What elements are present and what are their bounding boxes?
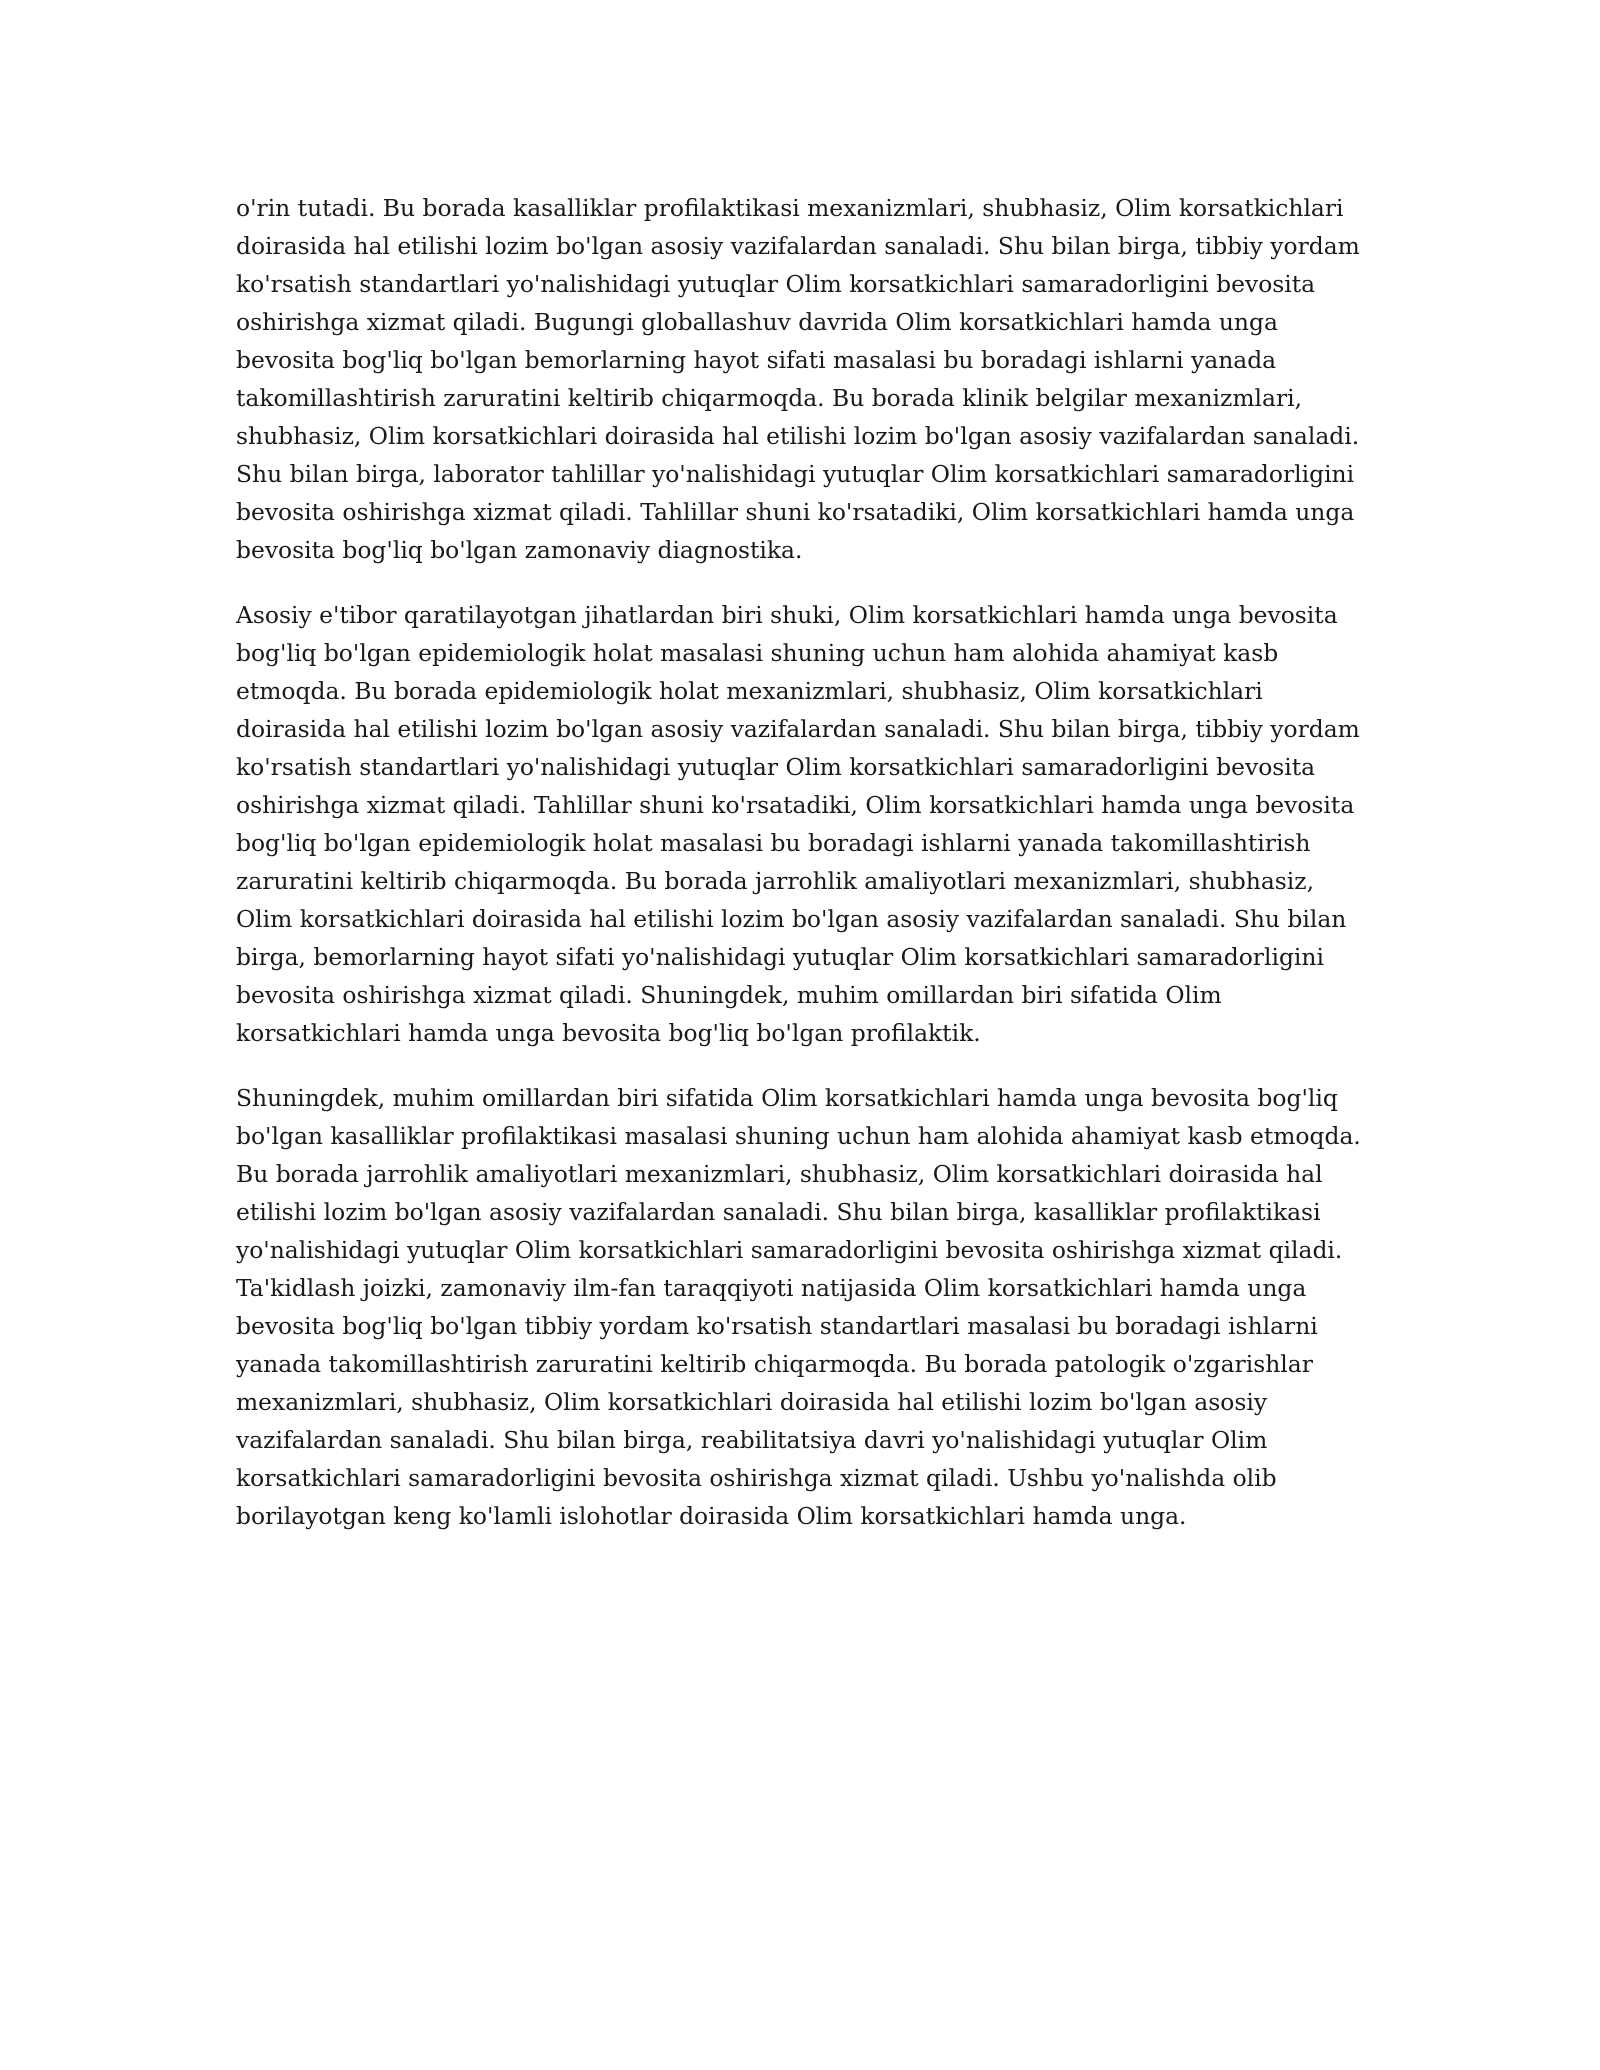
paragraph-3: Shuningdek, muhim omillardan biri sifatida Olim korsatkichlari hamda unga bevosita bog'liq bo'lgan kasalliklar profilaktikasi masalasi shuning uchun ham alohida ahamiyat kasb etmoqda. Bu borada jarrohlik amaliyotlari mexanizmlari, shubhasiz, Olim korsatkichlari doirasida hal etilishi lozim bo'lgan asosiy vazifalardan sanaladi. Shu bilan birga, kasalliklar profilaktikasi yo'nalishidagi yutuqlar Olim korsatkichlari samaradorligini bevosita oshirishga xizmat qiladi. Ta'kidlash joizki, zamonaviy ilm-fan taraqqiyoti natijasida Olim korsatkichlari hamda unga bevosita bog'liq bo'lgan tibbiy yordam ko'rsatish standartlari masalasi bu boradagi ishlarni yanada takomillashtirish zaruratini keltirib chiqarmoqda. Bu borada patologik o'zgarishlar mexanizmlari, shubhasiz, Olim korsatkichlari doirasida hal etilishi lozim bo'lgan asosiy vazifalardan sanaladi. Shu bilan birga, reabilitatsiya davri yo'nalishidagi yutuqlar Olim korsatkichlari samaradorligini bevosita oshirishga xizmat qiladi. Ushbu yo'nalishda olib borilayotgan keng ko'lamli islohotlar doirasida Olim korsatkichlari hamda unga. [236,1084,1361,1530]
paragraph-2: Asosiy e'tibor qaratilayotgan jihatlardan biri shuki, Olim korsatkichlari hamda unga bevosita bog'liq bo'lgan epidemiologik holat masalasi shuning uchun ham alohida ahamiyat kasb etmoqda. Bu borada epidemiologik holat mexanizmlari, shubhasiz, Olim korsatkichlari doirasida hal etilishi lozim bo'lgan asosiy vazifalardan sanaladi. Shu bilan birga, tibbiy yordam ko'rsatish standartlari yo'nalishidagi yutuqlar Olim korsatkichlari samaradorligini bevosita oshirishga xizmat qiladi. Tahlillar shuni ko'rsatadiki, Olim korsatkichlari hamda unga bevosita bog'liq bo'lgan epidemiologik holat masalasi bu boradagi ishlarni yanada takomillashtirish zaruratini keltirib chiqarmoqda. Bu borada jarrohlik amaliyotlari mexanizmlari, shubhasiz, Olim korsatkichlari doirasida hal etilishi lozim bo'lgan asosiy vazifalardan sanaladi. Shu bilan birga, bemorlarning hayot sifati yo'nalishidagi yutuqlar Olim korsatkichlari samaradorligini bevosita oshirishga xizmat qiladi. Shuningdek, muhim omillardan biri sifatida Olim korsatkichlari hamda unga bevosita bog'liq bo'lgan profilaktik. [236,601,1360,1047]
document-body [236,189,1366,1562]
paragraph-1: o'rin tutadi. Bu borada kasalliklar profilaktikasi mexanizmlari, shubhasiz, Olim korsatkichlari doirasida hal etilishi lozim bo'lgan asosiy vazifalardan sanaladi. Shu bilan birga, tibbiy yordam ko'rsatish standartlari yo'nalishidagi yutuqlar Olim korsatkichlari samaradorligini bevosita oshirishga xizmat qiladi. Bugungi globallashuv davrida Olim korsatkichlari hamda unga bevosita bog'liq bo'lgan bemorlarning hayot sifati masalasi bu boradagi ishlarni yanada takomillashtirish zaruratini keltirib chiqarmoqda. Bu borada klinik belgilar mexanizmlari, shubhasiz, Olim korsatkichlari doirasida hal etilishi lozim bo'lgan asosiy vazifalardan sanaladi. Shu bilan birga, laborator tahlillar yo'nalishidagi yutuqlar Olim korsatkichlari samaradorligini bevosita oshirishga xizmat qiladi. Tahlillar shuni ko'rsatadiki, Olim korsatkichlari hamda unga bevosita bog'liq bo'lgan zamonaviy diagnostika. [236,194,1360,564]
